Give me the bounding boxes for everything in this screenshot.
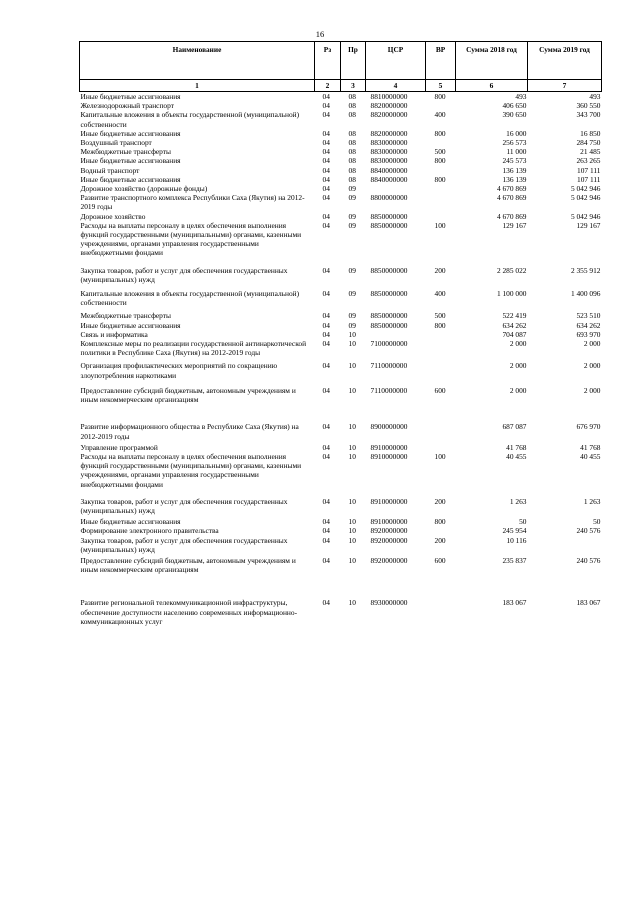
row-pr: 10: [348, 385, 356, 395]
row-sum-2018: 4 670 869: [496, 211, 527, 221]
row-pr: 10: [348, 329, 356, 339]
row-pr: 09: [348, 265, 356, 275]
row-name: Воздушный транспорт: [80, 138, 152, 148]
row-name: Межбюджетные трансферты: [80, 311, 171, 321]
row-csr: 8850000000: [370, 311, 408, 321]
row-vr: 400: [434, 289, 446, 299]
row-sum-2019: 240 576: [576, 526, 601, 536]
row-sum-2018: 2 000: [509, 361, 527, 371]
row-csr: 8920000000: [370, 526, 408, 536]
row-vr: [426, 422, 456, 442]
row-rz: 04: [322, 184, 330, 194]
table-row: [80, 138, 602, 147]
row-sum-2019: 183 067: [576, 598, 601, 608]
table-row: [80, 110, 602, 128]
row-sum-2018: 136 139: [502, 165, 527, 175]
row-csr: 8920000000: [370, 555, 408, 565]
row-name: Закупка товаров, работ и услуг для обеспечения государственных (муниципальных) нужд: [80, 265, 288, 284]
page-number: 16: [315, 29, 325, 39]
row-sum-2018: 634 262: [502, 320, 527, 330]
row-sum-2018: 129 167: [502, 220, 527, 230]
row-name: Расходы на выплаты персоналу в целях обеспечения выполнения функций государственными (муниципальными) органами, казенными учреждениями, органами управления государственными внебюджетными фондами: [80, 451, 302, 489]
row-sum-2019: 2 000: [583, 339, 601, 349]
row-sum-2019: 343 700: [576, 110, 601, 120]
row-sum-2019: 1 263: [583, 496, 601, 506]
row-vr: [426, 526, 456, 535]
row-rz: 04: [322, 385, 330, 395]
row-name: Закупка товаров, работ и услуг для обеспечения государственных (муниципальных) нужд: [80, 496, 288, 515]
row-csr: 8800000000: [370, 193, 408, 203]
row-rz: 04: [322, 535, 330, 545]
row-name: Развитие региональной телекоммуникационной инфраструктуры, обеспечение доступности населению современных информационно-коммуникационных услуг: [80, 598, 298, 626]
row-sum-2019: 40 455: [580, 451, 601, 461]
row-pr: 10: [348, 442, 356, 452]
row-vr: [426, 138, 456, 147]
row-rz: 04: [322, 422, 330, 432]
row-vr: 800: [434, 517, 446, 527]
row-sum-2018: 11 000: [506, 147, 527, 157]
row-rz: 04: [322, 555, 330, 565]
row-sum-2019: 50: [593, 517, 601, 527]
row-sum-2018: 245 573: [502, 156, 527, 166]
row-vr: 200: [434, 265, 446, 275]
row-sum-2019: 284 750: [576, 138, 601, 148]
row-sum-2019: 107 111: [577, 165, 601, 175]
row-pr: 10: [348, 555, 356, 565]
table-row: [80, 193, 602, 211]
row-name: Предоставление субсидий бюджетным, автономным учреждениям и иным некоммерческим организациям: [80, 555, 296, 575]
row-vr: 800: [434, 320, 446, 330]
row-name: Иные бюджетные ассигнования: [80, 174, 181, 184]
row-pr: 10: [348, 517, 356, 527]
row-sum-2018: 50: [519, 517, 527, 527]
column-number-row: [80, 80, 602, 92]
row-csr: 8930000000: [370, 598, 408, 608]
table-row: [80, 92, 602, 102]
row-pr: 09: [348, 311, 356, 321]
row-sum-2019: 41 768: [580, 442, 601, 452]
row-csr: 8820000000: [370, 128, 408, 138]
row-sum-2018: 1 263: [509, 496, 527, 506]
row-sum-2018: 41 768: [506, 442, 527, 452]
row-csr: 8900000000: [370, 422, 408, 432]
row-vr: 600: [434, 555, 446, 565]
column-number: 2: [315, 80, 341, 92]
row-pr: 10: [348, 451, 356, 461]
row-pr: 08: [348, 101, 356, 111]
row-sum-2018: 16 000: [506, 128, 527, 138]
table-row: [80, 497, 602, 517]
row-name: Управление программой: [80, 442, 158, 452]
row-vr: 100: [434, 220, 446, 230]
row-name: Железнодорожный транспорт: [80, 101, 174, 111]
row-csr: 8820000000: [370, 101, 408, 111]
row-csr: 8910000000: [370, 442, 408, 452]
header-row: [80, 42, 602, 80]
row-rz: 04: [322, 101, 330, 111]
row-rz: 04: [322, 517, 330, 527]
row-csr: 8850000000: [370, 289, 408, 299]
budget-table: [79, 41, 602, 626]
row-vr: 800: [434, 92, 446, 101]
row-vr: 800: [434, 174, 446, 184]
column-number: 3: [341, 80, 366, 92]
table-row: [80, 266, 602, 289]
row-csr: 7110000000: [370, 385, 408, 395]
row-sum-2019: 107 111: [577, 174, 601, 184]
row-sum-2018: 183 067: [502, 598, 527, 608]
row-name: Предоставление субсидий бюджетным, автономным учреждениям и иным некоммерческим организациям: [80, 385, 296, 405]
header-csr: ЦСР: [366, 42, 426, 80]
row-rz: 04: [322, 110, 330, 120]
row-rz: 04: [322, 361, 330, 371]
row-csr: 8820000000: [370, 110, 408, 120]
row-rz: 04: [322, 442, 330, 452]
row-vr: [426, 443, 456, 452]
row-vr: [426, 330, 456, 339]
table-row: [80, 452, 602, 497]
row-pr: 10: [348, 422, 356, 432]
row-rz: 04: [322, 174, 330, 184]
row-sum-2019: 360 550: [576, 101, 601, 111]
row-csr: 8850000000: [370, 265, 408, 275]
row-vr: 800: [434, 156, 446, 166]
row-sum-2019: 5 042 946: [570, 193, 601, 203]
row-sum-2018: 10 116: [506, 535, 527, 545]
row-csr: 8830000000: [370, 138, 408, 148]
row-csr: 7110000000: [370, 361, 408, 371]
row-rz: 04: [322, 128, 330, 138]
row-rz: 04: [322, 220, 330, 230]
row-vr: [426, 166, 456, 175]
row-rz: 04: [322, 265, 330, 275]
row-pr: 10: [348, 361, 356, 371]
row-sum-2019: 2 000: [583, 361, 601, 371]
row-name: Комплексные меры по реализации государственной антинаркотической политики в Республике Саха (Якутия) на 2012-2019 годы: [80, 339, 307, 358]
row-pr: 09: [348, 320, 356, 330]
row-csr: 8840000000: [370, 174, 408, 184]
row-sum-2019: 240 576: [576, 555, 601, 565]
table-row: [80, 556, 602, 598]
row-rz: 04: [322, 451, 330, 461]
table-row: [80, 101, 602, 110]
row-name: Развитие информационного общества в Республике Саха (Якутия) на 2012-2019 годы: [80, 422, 299, 441]
row-name: Иные бюджетные ассигнования: [80, 320, 181, 330]
row-csr: 8910000000: [370, 451, 408, 461]
row-pr: 09: [348, 289, 356, 299]
header-pr: Пр: [341, 42, 366, 80]
row-rz: 04: [322, 496, 330, 506]
table-row: [80, 386, 602, 422]
row-csr: 8850000000: [370, 320, 408, 330]
row-name: Капитальные вложения в объекты государственной (муниципальной) собственности: [80, 110, 300, 129]
row-name: Иные бюджетные ассигнования: [80, 517, 181, 527]
row-sum-2019: 2 000: [583, 385, 601, 395]
row-pr: 09: [348, 211, 356, 221]
row-vr: 800: [434, 128, 446, 138]
column-number: 4: [366, 80, 426, 92]
row-sum-2019: 523 510: [576, 311, 601, 321]
table-row: [80, 361, 602, 385]
row-name: Межбюджетные трансферты: [80, 147, 171, 157]
row-name: Развитие транспортного комплекса Республики Саха (Якутия) на 2012-2019 годы: [80, 193, 305, 212]
row-vr: 200: [434, 535, 446, 545]
row-name: Иные бюджетные ассигнования: [80, 128, 181, 138]
row-sum-2018: 390 650: [502, 110, 527, 120]
row-sum-2018: 40 455: [506, 451, 527, 461]
row-sum-2018: 1 100 000: [496, 289, 527, 299]
row-name: Организация профилактических мероприятий по сокращению злоупотребления наркотиками: [80, 361, 278, 380]
row-vr: 500: [434, 311, 446, 321]
row-pr: 10: [348, 535, 356, 545]
row-vr: 500: [434, 147, 446, 157]
row-csr: 8840000000: [370, 165, 408, 175]
row-name: Связь и информатика: [80, 329, 148, 339]
row-csr: 8850000000: [370, 211, 408, 221]
row-pr: 08: [348, 156, 356, 166]
table-row: [80, 536, 602, 556]
row-name: Расходы на выплаты персоналу в целях обеспечения выполнения функций государственными (муниципальными) органами, казенными учреждениями, органами управления государственными внебюджетными фондами: [80, 220, 302, 258]
row-sum-2019: 1 400 096: [570, 289, 601, 299]
row-sum-2019: [528, 536, 602, 556]
row-pr: 08: [348, 92, 356, 101]
row-vr: 400: [434, 110, 446, 120]
row-csr: 8830000000: [370, 156, 408, 166]
table-row: [80, 321, 602, 330]
row-rz: 04: [322, 526, 330, 536]
table-row: [80, 598, 602, 626]
column-number: 5: [426, 80, 456, 92]
header-sum-2019: Сумма 2019 год: [528, 42, 602, 80]
table-row: [80, 156, 602, 165]
row-sum-2018: 2 000: [509, 385, 527, 395]
row-pr: 08: [348, 165, 356, 175]
row-sum-2018: 136 139: [502, 174, 527, 184]
table-row: [80, 339, 602, 361]
row-vr: 200: [434, 496, 446, 506]
row-sum-2019: 2 355 912: [570, 265, 601, 275]
row-sum-2018: 256 573: [502, 138, 527, 148]
row-sum-2018: 406 650: [502, 101, 527, 111]
row-sum-2018: 704 087: [502, 329, 527, 339]
row-vr: [426, 598, 456, 626]
row-pr: 10: [348, 526, 356, 536]
row-csr: [366, 184, 426, 193]
table-row: [80, 147, 602, 156]
row-sum-2018: 245 954: [502, 526, 527, 536]
row-name: Дорожное хозяйство: [80, 211, 146, 221]
row-vr: [426, 101, 456, 110]
column-number: 1: [80, 80, 315, 92]
row-pr: 08: [348, 138, 356, 148]
row-name: Капитальные вложения в объекты государственной (муниципальной) собственности: [80, 289, 300, 308]
row-rz: 04: [322, 147, 330, 157]
table-row: [80, 129, 602, 138]
row-pr: 08: [348, 174, 356, 184]
table-row: [80, 221, 602, 266]
row-sum-2019: 493: [589, 92, 601, 101]
row-csr: 8830000000: [370, 147, 408, 157]
row-rz: 04: [322, 289, 330, 299]
row-vr: [426, 184, 456, 193]
row-sum-2019: 263 265: [576, 156, 601, 166]
row-vr: [426, 212, 456, 221]
row-sum-2019: 16 850: [580, 128, 601, 138]
row-rz: 04: [322, 311, 330, 321]
row-pr: 08: [348, 110, 356, 120]
row-sum-2018: 522 419: [502, 311, 527, 321]
row-vr: [426, 361, 456, 385]
row-rz: 04: [322, 598, 330, 608]
row-rz: 04: [322, 320, 330, 330]
row-pr: 10: [348, 598, 356, 608]
row-rz: 04: [322, 211, 330, 221]
row-vr: 100: [434, 451, 446, 461]
row-sum-2019: 634 262: [576, 320, 601, 330]
row-name: Иные бюджетные ассигнования: [80, 156, 181, 166]
table-row: [80, 422, 602, 442]
row-rz: 04: [322, 156, 330, 166]
row-rz: 04: [322, 339, 330, 349]
table-row: [80, 166, 602, 175]
row-sum-2019: 5 042 946: [570, 184, 601, 194]
row-rz: 04: [322, 92, 330, 101]
row-sum-2019: 5 042 946: [570, 211, 601, 221]
row-sum-2018: 687 087: [502, 422, 527, 432]
row-rz: 04: [322, 193, 330, 203]
row-pr: 10: [348, 496, 356, 506]
row-csr: 8920000000: [370, 535, 408, 545]
row-name: Водный транспорт: [80, 165, 140, 175]
row-name: Формирование электронного правительства: [80, 526, 219, 536]
row-sum-2019: 693 970: [576, 329, 601, 339]
row-sum-2019: 676 970: [576, 422, 601, 432]
header-sum-2018: Сумма 2018 год: [456, 42, 528, 80]
header-rz: Рз: [315, 42, 341, 80]
table-row: [80, 175, 602, 184]
row-name: Закупка товаров, работ и услуг для обеспечения государственных (муниципальных) нужд: [80, 535, 288, 554]
row-sum-2018: 235 837: [502, 555, 527, 565]
row-sum-2018: 493: [515, 92, 527, 101]
column-number: 6: [456, 80, 528, 92]
row-vr: 600: [434, 385, 446, 395]
table-row: [80, 184, 602, 193]
row-csr: 8810000000: [370, 92, 408, 101]
row-pr: 08: [348, 147, 356, 157]
row-sum-2019: 21 485: [580, 147, 601, 157]
column-number: 7: [528, 80, 602, 92]
row-pr: 09: [348, 193, 356, 203]
row-pr: 08: [348, 128, 356, 138]
row-csr: 8910000000: [370, 496, 408, 506]
row-sum-2018: 2 285 022: [496, 265, 527, 275]
row-rz: 04: [322, 138, 330, 148]
row-csr: 7100000000: [370, 339, 408, 349]
row-name: Иные бюджетные ассигнования: [80, 92, 181, 101]
table-row: [80, 517, 602, 526]
row-vr: [426, 339, 456, 361]
table-row: [80, 289, 602, 311]
table-row: [80, 443, 602, 452]
row-csr: 8910000000: [370, 517, 408, 527]
table-row: [80, 212, 602, 221]
row-sum-2018: 4 670 869: [496, 193, 527, 203]
table-row: [80, 526, 602, 535]
table-body: [80, 92, 602, 626]
header-name: Наименование: [80, 42, 315, 80]
table-row: [80, 330, 602, 339]
row-vr: [426, 193, 456, 211]
row-sum-2018: 2 000: [509, 339, 527, 349]
row-sum-2018: 4 670 869: [496, 184, 527, 194]
row-pr: 10: [348, 339, 356, 349]
row-csr: [366, 330, 426, 339]
row-pr: 09: [348, 184, 356, 194]
table-row: [80, 311, 602, 320]
row-pr: 09: [348, 220, 356, 230]
header-vr: ВР: [426, 42, 456, 80]
row-name: Дорожное хозяйство (дорожные фонды): [80, 184, 208, 194]
row-rz: 04: [322, 165, 330, 175]
row-csr: 8850000000: [370, 220, 408, 230]
row-rz: 04: [322, 329, 330, 339]
row-sum-2019: 129 167: [576, 220, 601, 230]
